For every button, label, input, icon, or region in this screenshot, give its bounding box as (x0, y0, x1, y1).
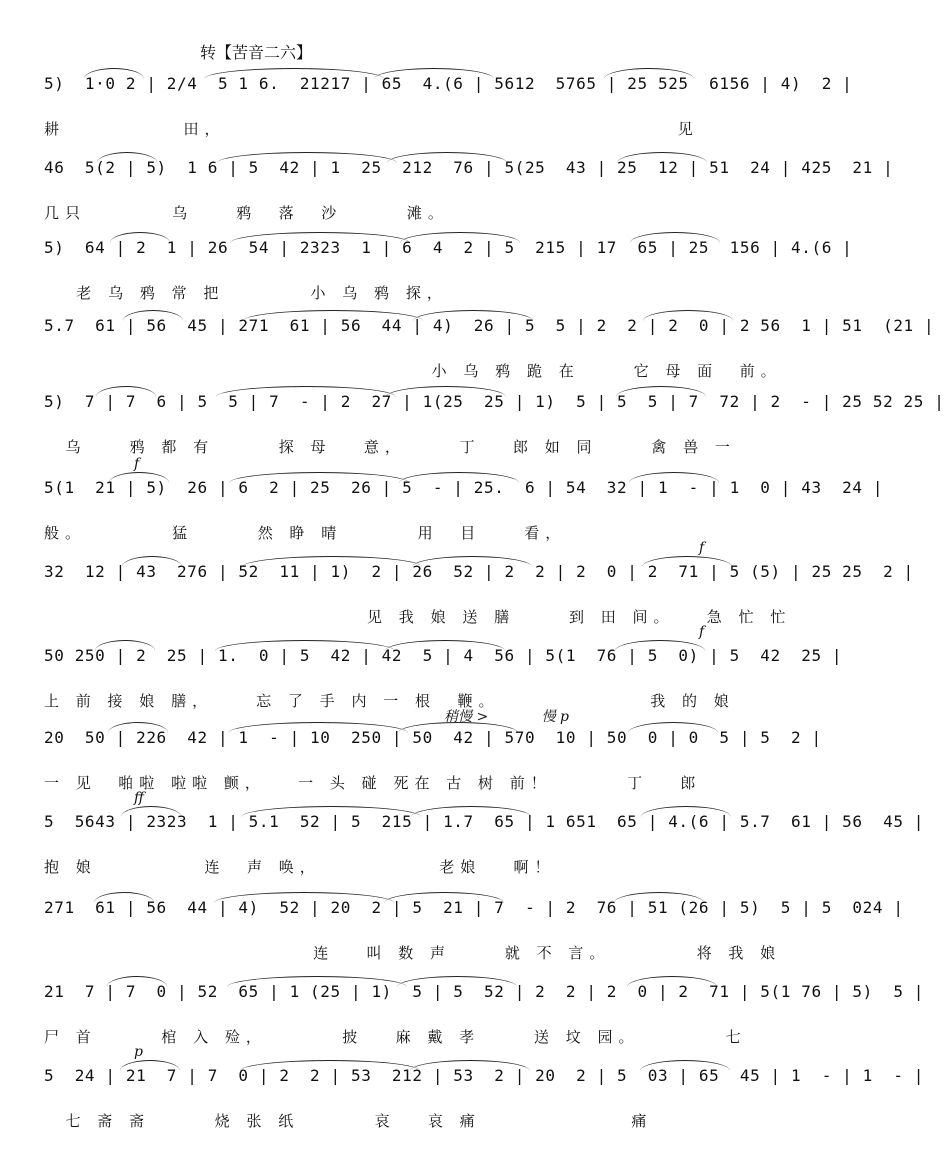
jianpu-notes: 32 12 | 43 276 | 52 11 | 1) 2 | 26 52 | 2 2 | 2 0 | 2 71 | 5 (5) | 25 25 2 | (44, 562, 914, 581)
lyrics-line: 耕 田， 见 (44, 120, 699, 138)
jianpu-notes: 5 5643 | 2323 1 | 5.1 52 | 5 215 | 1.7 65 | 1 651 65 | 4.(6 | 5.7 61 | 56 45 | (44, 812, 925, 831)
lyrics-line: 几只 乌 鸦 落 沙 滩。 (44, 204, 449, 222)
jianpu-notes: 271 61 | 56 44 | 4) 52 | 20 2 | 5 21 | 7 - | 2 76 | 51 (26 | 5) 5 | 5 024 | (44, 898, 904, 917)
dynamic-mark: f (699, 624, 705, 640)
dynamic-mark: 稍慢 > 慢 p (444, 709, 569, 725)
slur-mark (214, 892, 394, 903)
staff-system (44, 1044, 925, 1146)
slur-mark (94, 892, 154, 903)
jianpu-notes: 20 50 | 226 42 | 1 - | 10 250 | 50 42 | 570 10 | 50 0 | 0 5 | 5 2 | (44, 728, 822, 747)
lyrics-line: 尸 首 棺 入 殓， 披 麻 戴 孝 送 坟 园。 七 (44, 1028, 747, 1046)
slur-mark (384, 892, 504, 903)
slur-mark (204, 68, 384, 79)
slur-mark (84, 68, 144, 79)
staff-system (44, 74, 853, 154)
jianpu-notes: 5.7 61 | 56 45 | 271 61 | 56 44 | 4) 26 | 5 5 | 2 2 | 2 0 | 2 56 1 | 51 (21 | (44, 316, 935, 335)
lyrics-line: 七 斋 斋 烧 张 纸 哀 哀 痛 痛 (44, 1112, 653, 1130)
slur-mark (229, 472, 409, 483)
jianpu-notes: 5) 64 | 2 1 | 26 54 | 2323 1 | 6 4 2 | 5 215 | 17 65 | 25 156 | 4.(6 | (44, 238, 853, 257)
staff-system (44, 540, 914, 642)
slur-mark (629, 472, 719, 483)
lyrics-line: 小 乌 鸦 跪 在 它 母 面 前。 (44, 362, 782, 380)
dynamic-mark: f (699, 540, 705, 556)
dynamic-mark: p (134, 1044, 143, 1060)
dynamic-mark: ff (134, 790, 144, 806)
lyrics-line: 抱 娘 连 声 唤， 老娘 啊！ (44, 858, 556, 876)
jianpu-notes: 50 250 | 2 25 | 1. 0 | 5 42 | 42 5 | 4 56 | 5(1 76 | 5 0) | 5 42 25 | (44, 646, 843, 665)
slur-mark (604, 68, 694, 79)
lyrics-line: 见 我 娘 送 膳 到 田 间。 急 忙 忙 (44, 608, 792, 626)
slur-mark (109, 472, 169, 483)
lyrics-line: 连 叫 数 声 就 不 言。 将 我 娘 (44, 944, 782, 962)
slur-mark (614, 892, 704, 903)
lyrics-line: 乌 鸦 都 有 探 母 意， 丁 郎 如 同 禽 兽 一 (44, 438, 736, 456)
staff-system (44, 898, 904, 978)
staff-system (44, 709, 822, 808)
jianpu-notes: 5) 7 | 7 6 | 5 5 | 7 - | 2 27 | 1(25 25 | 1) 5 | 5 5 | 7 72 | 2 - | 25 52 25 | (44, 392, 945, 411)
staff-system (44, 238, 853, 318)
jianpu-notes: 21 7 | 7 0 | 52 65 | 1 (25 | 1) 5 | 5 52 | 2 2 | 2 0 | 2 71 | 5(1 76 | 5) 5 | (44, 982, 925, 1001)
staff-system (44, 158, 894, 238)
dynamic-mark: f (134, 456, 140, 472)
staff-system (44, 456, 884, 558)
lyrics-line: 般。 猛 然 睁 晴 用 目 看， (44, 524, 567, 542)
staff-system (44, 790, 925, 892)
staff-system (44, 392, 945, 472)
staff-system (44, 316, 935, 396)
lyrics-line: 老 乌 鸦 常 把 小 乌 鸦 探， (44, 284, 448, 302)
jianpu-notes: 5 24 | 21 7 | 7 0 | 2 2 | 53 212 | 53 2 | 20 2 | 5 03 | 65 45 | 1 - | 1 - | (44, 1066, 925, 1085)
mode-mark: 转【苦音二六】 (200, 45, 313, 62)
jianpu-notes: 5) 1·0 2 | 2/4 5 1 6. 21217 | 65 4.(6 | 5612 5765 | 25 525 6156 | 4) 2 | (44, 74, 853, 93)
staff-system (44, 624, 843, 726)
slur-mark (399, 472, 519, 483)
jianpu-notes: 46 5(2 | 5) 1 6 | 5 42 | 1 25 212 76 | 5(25 43 | 25 12 | 51 24 | 425 21 | (44, 158, 894, 177)
slur-mark (374, 68, 494, 79)
jianpu-notes: 5(1 21 | 5) 26 | 6 2 | 25 26 | 5 - | 25. 6 | 54 32 | 1 - | 1 0 | 43 24 | (44, 478, 884, 497)
lyrics-line: 一 见 啪啦 啦啦 颤， 一 头 碰 死在 古 树 前！ 丁 郎 (44, 774, 702, 792)
staff-system (44, 982, 925, 1062)
lyrics-line: 上 前 接 娘 膳， 忘 了 手 内 一 根 鞭。 我 的 娘 (44, 692, 735, 710)
